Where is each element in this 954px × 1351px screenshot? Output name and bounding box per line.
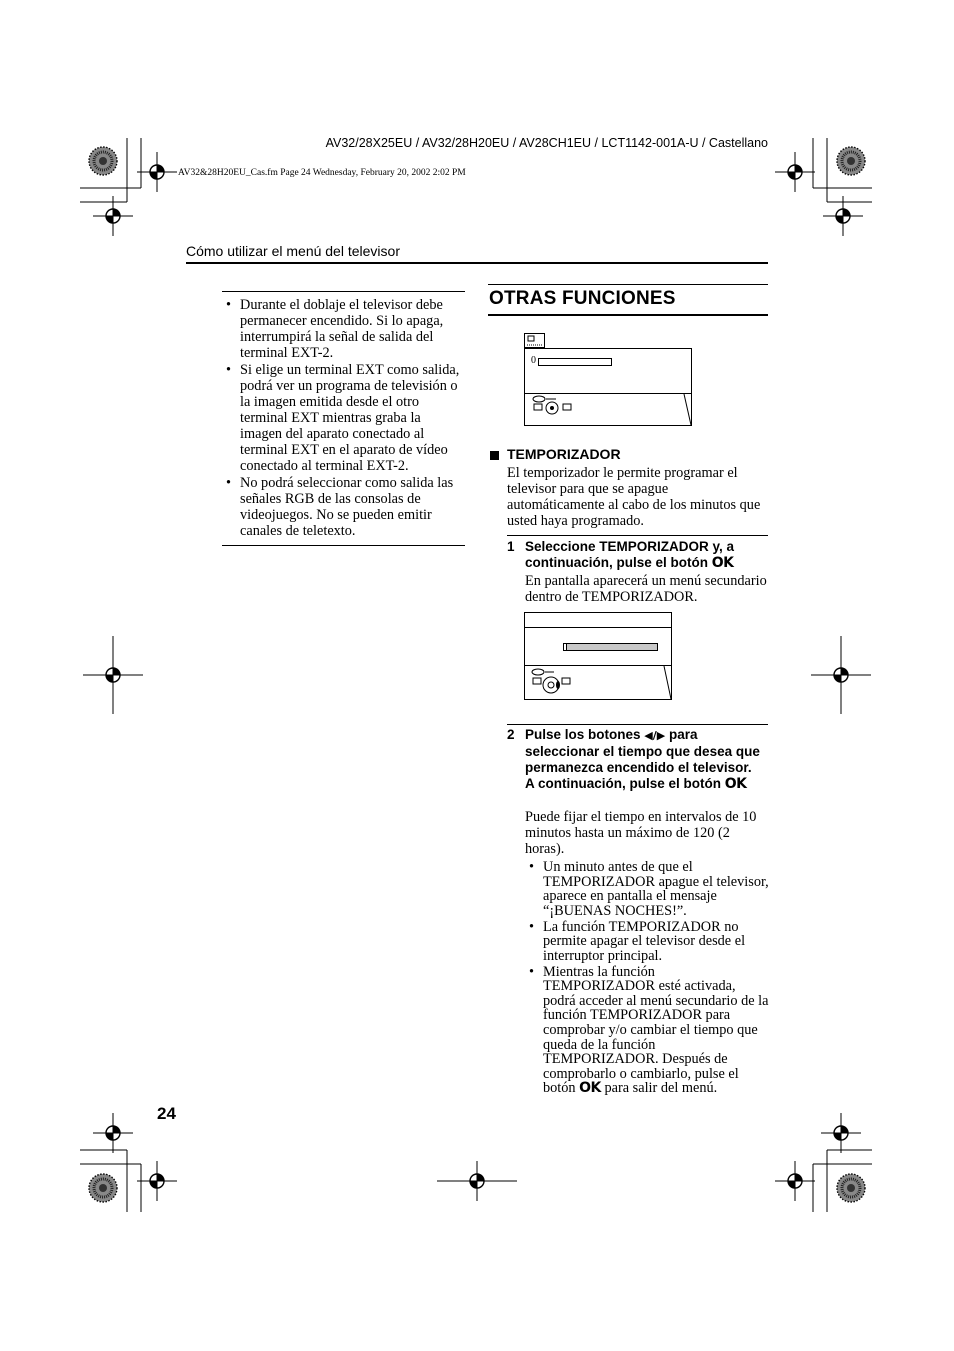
step2-title-c: A continuación, pulse el botón <box>525 776 722 791</box>
step2-note-last-text: Mientras la función TEMPORIZADOR esté activada, podrá acceder al menú secundario de la función TEMPORIZADOR para comprobar y/o cambiar el tiempo que queda de la función TEMPORIZADOR. Después de comprobarlo o cambiarlo, pulse el botón <box>543 963 769 1097</box>
step2-rule <box>507 724 768 725</box>
notes-top-rule <box>222 291 465 292</box>
bottom-right-side-crosshair <box>821 1113 861 1153</box>
page-title: OTRAS FUNCIONES <box>489 288 676 309</box>
step2-number: 2 <box>507 727 515 742</box>
bottom-right-target-mark <box>837 1174 865 1202</box>
title-bottom-rule <box>488 314 768 316</box>
submenu-drawing <box>524 612 672 700</box>
temporizador-submenu-illustration <box>524 612 672 700</box>
tv-menu-illustration <box>524 332 692 426</box>
page-number: 24 <box>157 1104 176 1123</box>
temporizador-heading: TEMPORIZADOR <box>507 446 621 462</box>
ok-button-icon: OK <box>724 776 747 792</box>
file-info: AV32&28H20EU_Cas.fm Page 24 Wednesday, February 20, 2002 2:02 PM <box>178 168 466 178</box>
top-right-target-mark <box>837 147 865 175</box>
bottom-left-target-mark <box>89 1174 117 1202</box>
top-right-crosshair-mark <box>775 152 815 192</box>
step1-description: En pantalla aparecerá un menú secundario dentro de TEMPORIZADOR. <box>525 573 767 605</box>
bottom-left-crosshair-mark <box>137 1161 177 1201</box>
step2-title-b: para seleccionar el tiempo que desea que permanezca encendido el televisor. <box>525 727 760 775</box>
left-right-arrow-icons: ◀/▶ <box>644 729 666 742</box>
step1-title: Seleccione TEMPORIZADOR y, a continuación, pulse el botón <box>525 539 735 570</box>
header-rule <box>186 262 768 264</box>
note-item: • Si elige un terminal EXT como salida, podrá ver un programa de televisión o la imagen emitida desde el otro terminal EXT mientras graba la imagen del aparato conectado al terminal EXT en el aparato de vídeo conectado al terminal EXT-2. <box>222 362 466 474</box>
notes-list <box>222 297 466 540</box>
menu-value-zero: 0 <box>531 355 536 366</box>
step2-instruction <box>525 727 769 792</box>
step2-note: • La función TEMPORIZADOR no permite apagar el televisor desde el interruptor principal. <box>525 920 769 964</box>
step2-note-last <box>525 965 769 1096</box>
step2-title-a: Pulse los botones <box>525 727 641 742</box>
step2-note-last-end: para salir del menú. <box>604 1080 718 1097</box>
notes-bottom-rule <box>222 545 465 546</box>
step2-description: Puede fijar el tiempo en intervalos de 10 minutos hasta un máximo de 120 (2 horas). <box>525 809 757 857</box>
top-left-target-mark <box>89 147 117 175</box>
bottom-right-crosshair-mark <box>775 1161 815 1201</box>
step2-note: • Un minuto antes de que el TEMPORIZADOR apague el televisor, aparece en pantalla el mensaje “¡BUENAS NOCHES!”. <box>525 860 769 918</box>
note-item: • Durante el doblaje el televisor debe permanecer encendido. Si lo apaga, interrumpirá la señal de salida del terminal EXT-2. <box>222 297 466 361</box>
model-line: AV32/28X25EU / AV32/28H20EU / AV28CH1EU / LCT1142-001A-U / Castellano <box>325 136 768 150</box>
step1-number: 1 <box>507 539 515 554</box>
square-bullet-icon <box>490 451 499 460</box>
note-item: • No podrá seleccionar como salida las señales RGB de las consolas de videojuegos. No se pueden emitir canales de teletexto. <box>222 475 466 539</box>
step2-notes <box>525 860 769 1097</box>
tv-menu-drawing <box>524 332 692 426</box>
temporizador-intro: El temporizador le permite programar el televisor para que se apague automáticamente al cabo de los minutos que usted haya programado. <box>507 465 761 529</box>
step1-instruction <box>525 539 769 571</box>
section-heading: Cómo utilizar el menú del televisor <box>186 243 400 259</box>
bottom-left-side-crosshair <box>93 1113 133 1153</box>
ok-button-icon: OK <box>579 1080 601 1097</box>
top-left-crosshair-mark <box>137 152 177 192</box>
title-top-rule <box>488 284 768 285</box>
step1-rule <box>507 535 768 536</box>
ok-button-icon: OK <box>711 555 734 571</box>
